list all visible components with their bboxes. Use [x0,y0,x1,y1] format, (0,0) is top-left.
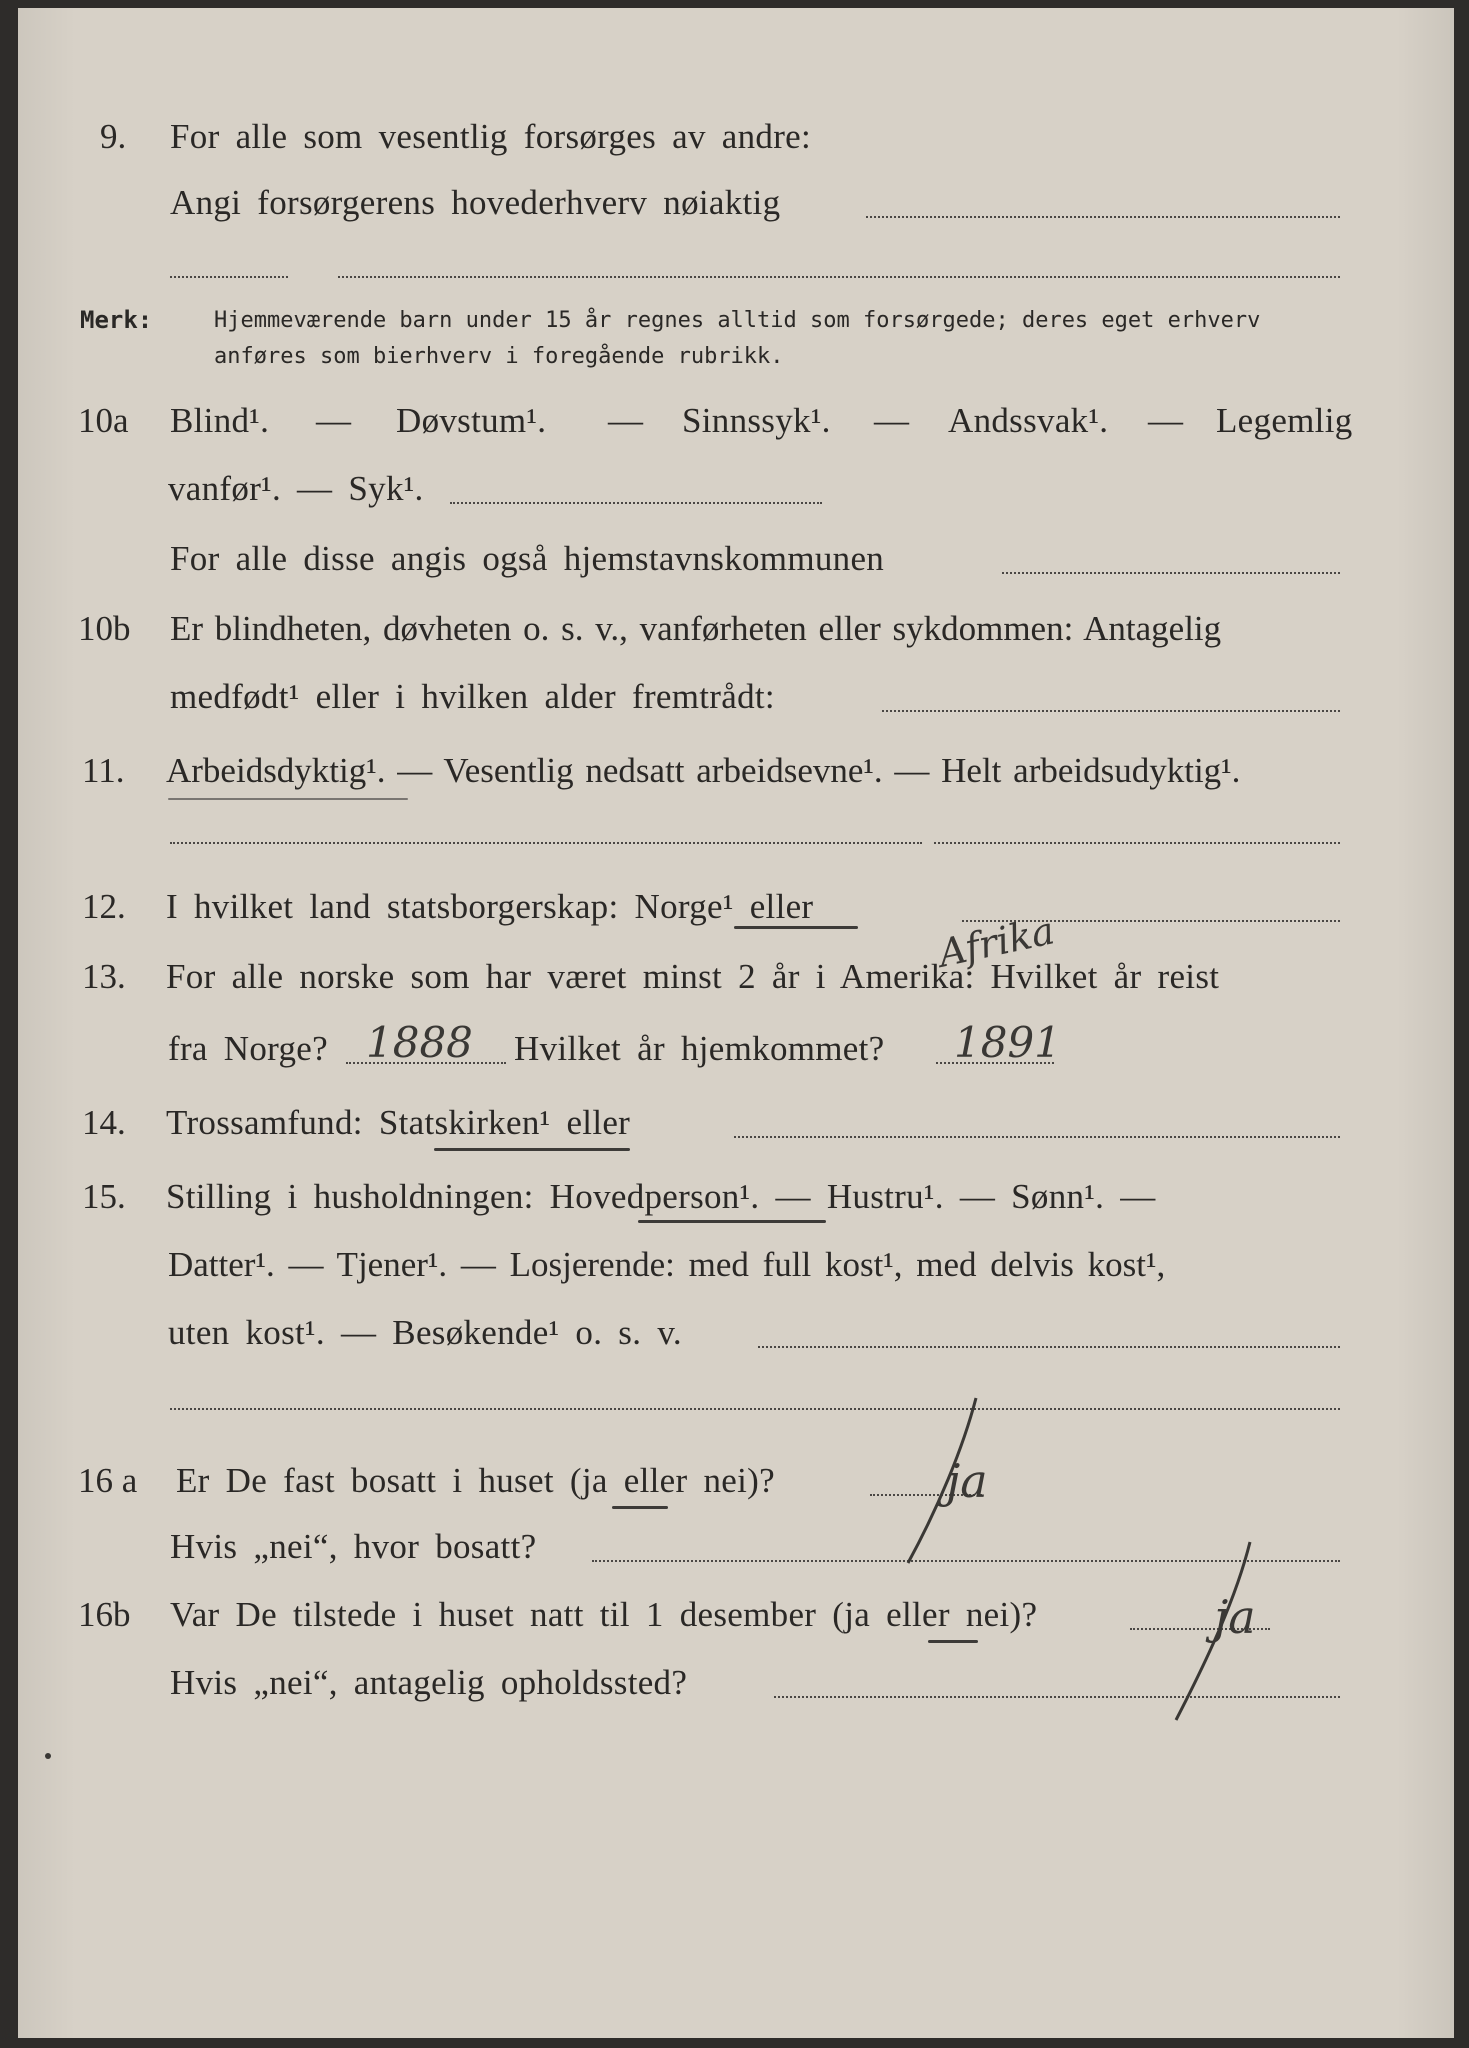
q10a-line3: For alle disse angis også hjemstavnskommunen [170,539,885,578]
q10a-dash2: — [608,401,644,440]
q10b-number: 10b [78,609,131,648]
q10a-dash4: — [1148,401,1184,440]
q16a-number: 16 a [78,1461,138,1500]
handwritten-answer-16a: ja [946,1454,988,1508]
q9-line1: For alle som vesentlig forsørges av andre: [170,117,812,156]
handwritten-answer-16b: ja [1214,1590,1256,1644]
q10a-dash3: — [874,401,910,440]
handwritten-year-left: 1888 [366,1018,473,1067]
q10a-line2: vanfør¹. — Syk¹. [168,469,424,508]
stroke-16a [908,1398,976,1563]
q16b-line1: Var De tilstede i huset natt til 1 desember (ja eller nei)? [170,1595,1038,1634]
merk-line1: Hjemmeværende barn under 15 år regnes alltid som forsørgede; deres eget erhverv [214,308,1261,333]
q10a-legemlig: Legemlig [1216,401,1353,440]
merk-line2: anføres som bierhverv i foregående rubrikk. [214,344,784,369]
handwriting-strokes [18,8,1454,2038]
q15-number: 15. [82,1177,126,1216]
q13-line2a: fra Norge? [168,1029,328,1068]
handwritten-year-return: 1891 [954,1018,1061,1067]
q13-line1: For alle norske som har været minst 2 år i Amerika: Hvilket år reist [166,957,1220,996]
q13-number: 13. [82,957,126,996]
q16b-line2: Hvis „nei“, antagelig opholdssted? [170,1663,688,1702]
q10a-number: 10a [78,401,129,440]
merk-label: Merk: [80,306,153,334]
handwritten-country: Afrika [934,908,1059,976]
q14-text: Trossamfund: Statskirken¹ eller [166,1103,631,1142]
q10b-line2: medfødt¹ eller i hvilken alder fremtrådt: [170,677,775,716]
q10a-dovstum: Døvstum¹. [396,401,547,440]
q10b-line1: Er blindheten, døvheten o. s. v., vanførheten eller sykdommen: Antagelig [170,609,1222,648]
stroke-16b [1176,1542,1250,1720]
q11-text: Arbeidsdyktig¹. — Vesentlig nedsatt arbeidsevne¹. — Helt arbeidsudyktig¹. [166,751,1241,790]
ink-dot [45,1753,51,1759]
q15-line3: uten kost¹. — Besøkende¹ o. s. v. [168,1313,682,1352]
census-form-page [18,8,1454,2038]
q16a-line2: Hvis „nei“, hvor bosatt? [170,1527,537,1566]
q16b-number: 16b [78,1595,131,1634]
q10a-blind: Blind¹. [170,401,270,440]
q10a-sinnssyk: Sinnssyk¹. [682,401,831,440]
q12-text: I hvilket land statsborgerskap: Norge¹ eller [166,887,814,926]
q13-line2b: Hvilket år hjemkommet? [514,1029,885,1068]
q9-line2: Angi forsørgerens hovederhverv nøiaktig [170,183,781,222]
q11-number: 11. [82,751,125,790]
q9-number: 9. [100,117,127,156]
q16a-line1: Er De fast bosatt i huset (ja eller nei)? [176,1461,775,1500]
q15-line1: Stilling i husholdningen: Hovedperson¹. — Hustru¹. — Sønn¹. — [166,1177,1156,1216]
q14-number: 14. [82,1103,126,1142]
q12-number: 12. [82,887,126,926]
q10a-dash1: — [316,401,352,440]
q15-line2: Datter¹. — Tjener¹. — Losjerende: med full kost¹, med delvis kost¹, [168,1245,1166,1284]
q10a-andssvak: Andssvak¹. [948,401,1109,440]
